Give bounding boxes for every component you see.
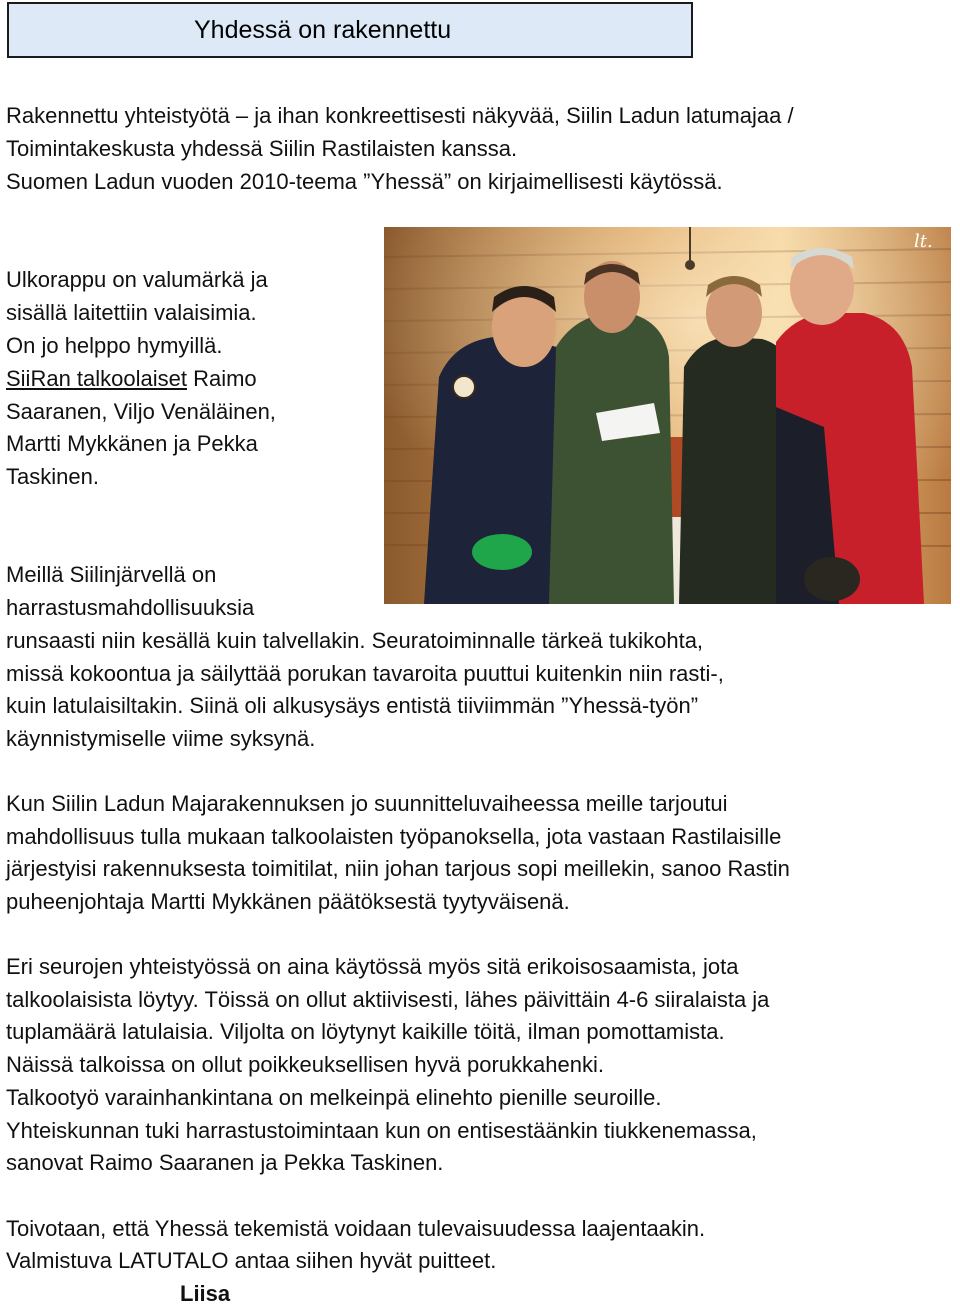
group-photo <box>384 227 951 604</box>
paragraph1-line: runsaasti niin kesällä kuin talvellakin. Seuratoiminnalle tärkeä tukikohta, <box>6 628 704 653</box>
paragraph1-line: kuin latulaisiltakin. Siinä oli alkusysäys entistä tiiviimmän ”Yhessä-työn” <box>6 693 699 718</box>
intro-line: Rakennettu yhteistyötä – ja ihan konkreettisesti näkyvää, Siilin Ladun latumajaa / <box>6 103 794 128</box>
paragraph3-line: tuplamäärä latulaisia. Viljolta on löytynyt kaikille töitä, ilman pomottamista. <box>6 1019 725 1044</box>
paragraph3-line: Näissä talkoissa on ollut poikkeuksellisen hyvä porukkahenki. <box>6 1052 604 1077</box>
paragraph2-line: järjestyisi rakennuksesta toimitilat, niin johan tarjous sopi meillekin, sanoo Rastin <box>6 856 790 881</box>
caption-line: Martti Mykkänen ja Pekka <box>6 431 258 456</box>
caption-line: Taskinen. <box>6 464 99 489</box>
caption-link-line <box>6 362 257 395</box>
paragraph1-line: Meillä Siilinjärvellä on <box>6 562 217 587</box>
caption-line: Saaranen, Viljo Venäläinen, <box>6 399 276 424</box>
paragraph4-line: Toivotaan, että Yhessä tekemistä voidaan tulevaisuudessa laajentaakin. <box>6 1216 706 1241</box>
caption-line: Ulkorappu on valumärkä ja <box>6 267 268 292</box>
title-box <box>7 2 693 58</box>
signature: Liisa <box>180 1281 231 1306</box>
paragraph3-line: Yhteiskunnan tuki harrastustoimintaan kun on entisestäänkin tiukkenemassa, <box>6 1118 757 1143</box>
paragraph1-line: käynnistymiselle viime syksynä. <box>6 726 316 751</box>
paragraph3-line: Talkootyö varainhankintana on melkeinpä elinehto pienille seuroille. <box>6 1085 662 1110</box>
caption-line: On jo helppo hymyillä. <box>6 333 223 358</box>
paragraph4-line: Valmistuva LATUTALO antaa siihen hyvät puitteet. <box>6 1248 497 1273</box>
intro-line: Toimintakeskusta yhdessä Siilin Rastilaisten kanssa. <box>6 136 518 161</box>
photo-watermark: lt. <box>914 231 933 252</box>
paragraph2-line: Kun Siilin Ladun Majarakennuksen jo suunnitteluvaiheessa meille tarjoutui <box>6 791 728 816</box>
page-title: Yhdessä on rakennettu <box>194 16 452 44</box>
caption-line: sisällä laitettiin valaisimia. <box>6 300 257 325</box>
paragraph3-line: Eri seurojen yhteistyössä on aina käytössä myös sitä erikoisosaamista, jota <box>6 954 739 979</box>
paragraph2-line: puheenjohtaja Martti Mykkänen päätöksestä tyytyväisenä. <box>6 889 570 914</box>
paragraph2-line: mahdollisuus tulla mukaan talkoolaisten työpanoksella, jota vastaan Rastilaisille <box>6 824 782 849</box>
paragraph3-line: talkoolaisista löytyy. Töissä on ollut aktiivisesti, lähes päivittäin 4-6 siiralaista ja <box>6 987 770 1012</box>
paragraph3-line: sanovat Raimo Saaranen ja Pekka Taskinen. <box>6 1150 444 1175</box>
paragraph1-line: harrastusmahdollisuuksia <box>6 595 255 620</box>
intro-line: Suomen Ladun vuoden 2010-teema ”Yhessä” on kirjaimellisesti käytössä. <box>6 169 723 194</box>
caption-link-tail: Raimo <box>186 366 257 391</box>
talkoolaiset-link[interactable]: SiiRan talkoolaiset <box>6 366 187 391</box>
paragraph1-line: missä kokoontua ja säilyttää porukan tavaroita puuttui kuitenkin niin rasti-, <box>6 661 724 686</box>
